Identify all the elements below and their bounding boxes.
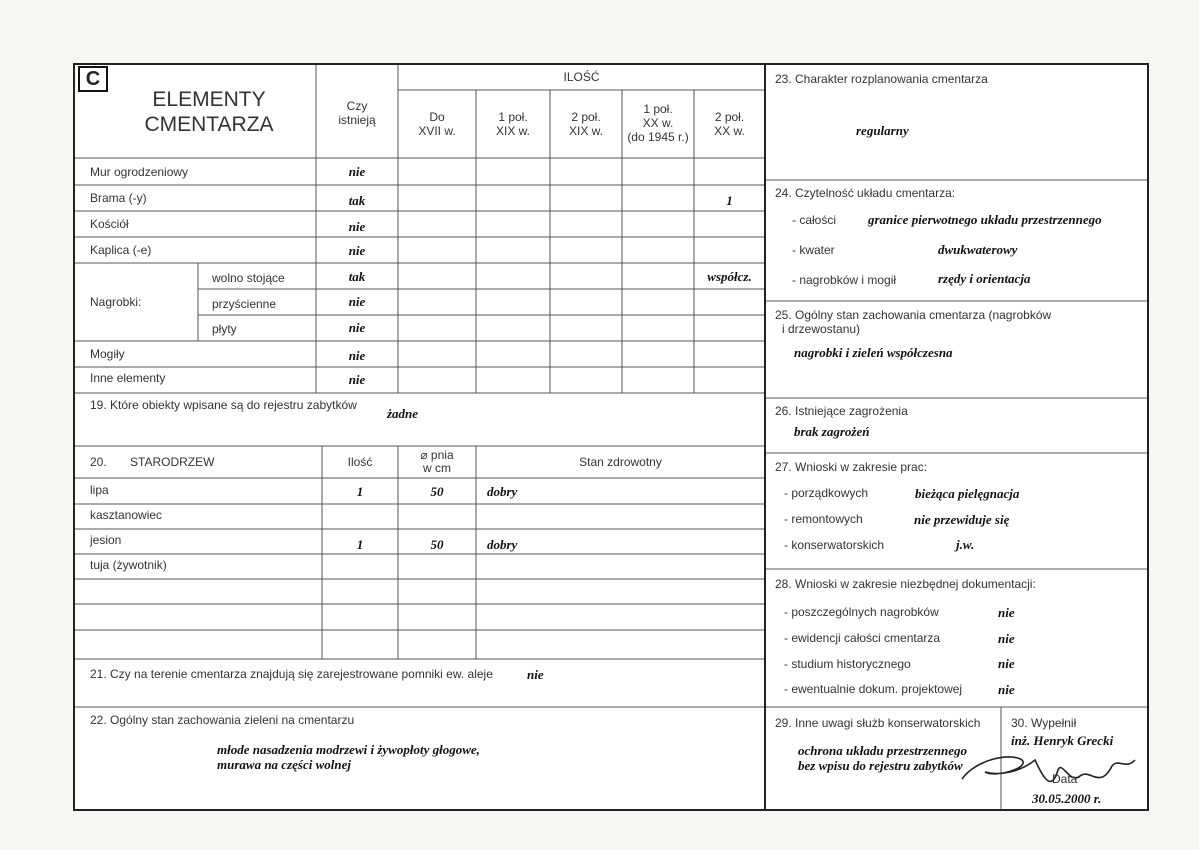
tree-row-name: jesion [90,533,122,547]
element-row-exists: nie [348,320,366,335]
period-header-2-line2: XIX w. [495,124,530,138]
q20-col-stan: Stan zdrowotny [579,455,662,469]
element-row-label: Brama (-y) [90,191,147,205]
q20-title: STARODRZEW [130,455,215,469]
element-row-label: wolno stojące [212,271,285,285]
q24-item-label: - nagrobków i mogił [792,273,897,287]
q25-label-line1: 25. Ogólny stan zachowania cmentarza (nagrobków [775,308,1052,322]
q25-label-line2: i drzewostanu) [782,322,861,336]
q21-label: 21. Czy na terenie cmentarza znajdują się zarejestrowane pomniki ew. aleje [90,667,493,681]
element-row-exists: nie [348,219,366,234]
q23-answer: regularny [856,123,909,138]
q28-item-label: - studium historycznego [784,657,911,671]
q30-date-label: Data [1052,772,1078,786]
period-header-4-line3: (do 1945 r.) [627,130,689,144]
element-row-exists: tak [348,193,366,208]
q28-item-label: - poszczególnych nagrobków [784,605,939,619]
element-row-exists: nie [348,243,366,258]
element-row-exists: nie [348,294,366,309]
q28-item-value: nie [998,656,1015,671]
q24-item-value: granice pierwotnego układu przestrzennego [868,212,1102,227]
period-header-1-line2: XVII w. [418,124,456,138]
element-row-exists: tak [348,269,366,284]
period-header-4-line1: 1 poł. [643,102,673,116]
section-letter-box: C [78,66,108,92]
q24-item-value: rzędy i orientacja [938,271,1031,286]
element-row-label: Mur ogrodzeniowy [90,165,189,179]
tree-row-name: tuja (żywotnik) [90,558,167,572]
q22-answer-line1: młode nasadzenia modrzewi i żywopłoty głogowe, [217,742,480,757]
q29-answer-line1: ochrona układu przestrzennego [798,743,968,758]
q24-item-value: dwukwaterowy [938,242,1018,257]
q20-col-pnia-line1: ⌀ pnia [420,448,454,462]
q22-label: 22. Ogólny stan zachowania zieleni na cmentarzu [90,713,355,727]
period-header-5-line2: XX w. [714,124,745,138]
q30-name: inż. Henryk Grecki [1011,733,1114,748]
tree-row-pnia: 50 [430,484,444,499]
q28-item-value: nie [998,682,1015,697]
element-row-count: współcz. [707,269,752,284]
tree-row-ilosc: 1 [356,537,364,552]
exists-header-line2: istnieją [338,113,376,127]
tree-row-name: lipa [90,483,109,497]
tree-row-name: kasztanowiec [90,508,163,522]
ilosc-header: ILOŚĆ [563,70,600,84]
element-row-label: przyścienne [212,297,277,311]
q19-answer: żadne [387,406,419,421]
element-row-exists: nie [348,348,366,363]
tree-row-ilosc: 1 [356,484,364,499]
q27-item-value: j.w. [956,537,975,552]
q23-label: 23. Charakter rozplanowania cmentarza [775,72,988,86]
q19-label: 19. Które obiekty wpisane są do rejestru zabytków [90,398,357,412]
q28-item-value: nie [998,605,1015,620]
element-row-label: Kaplica (-e) [90,243,152,257]
q30-label: 30. Wypełnił [1011,716,1077,730]
q28-item-label: - ewentualnie dokum. projektowej [784,682,963,696]
q27-item-value: bieżąca pielęgnacja [915,486,1020,501]
q24-item-label: - kwater [792,243,835,257]
element-row-label: Kościół [90,217,129,231]
elements-title-line1: ELEMENTY [152,88,266,111]
q27-label: 27. Wnioski w zakresie prac: [775,460,928,474]
period-header-3-line2: XIX w. [568,124,603,138]
exists-header-line1: Czy [346,99,368,113]
q20-col-pnia-line2: w cm [423,461,451,475]
q27-item-label: - remontowych [784,512,863,526]
element-row-label: Inne elementy [90,371,166,385]
element-row-exists: nie [348,372,366,387]
tree-row-pnia: 50 [430,537,444,552]
element-row-label: Mogiły [90,347,125,361]
q21-answer: nie [527,667,544,682]
period-header-1-line1: Do [429,110,445,124]
q24-label: 24. Czytelność układu cmentarza: [775,186,956,200]
tree-row-stan: dobry [487,484,518,499]
q27-item-label: - konserwatorskich [784,538,885,552]
q27-item-value: nie przewiduje się [914,512,1010,527]
tree-row-stan: dobry [487,537,518,552]
q28-item-label: - ewidencji całości cmentarza [784,631,941,645]
q30-date: 30.05.2000 r. [1032,791,1102,806]
nagrobki-label: Nagrobki: [90,295,142,309]
q29-answer-line2: bez wpisu do rejestru zabytków [798,758,963,773]
q28-item-value: nie [998,631,1015,646]
element-row-label: płyty [212,322,237,336]
q29-label: 29. Inne uwagi służb konserwatorskich [775,716,981,730]
elements-title-line2: CMENTARZA [144,113,274,136]
q25-answer: nagrobki i zieleń współczesna [794,345,953,360]
period-header-2-line1: 1 poł. [498,110,528,124]
element-row-exists: nie [348,164,366,179]
period-header-4-line2: XX w. [642,116,674,130]
q27-item-label: - porządkowych [784,486,869,500]
q26-label: 26. Istniejące zagrożenia [775,404,908,418]
q24-item-label: - całości [792,213,837,227]
q20-col-ilosc: Ilość [347,455,373,469]
q26-answer: brak zagrożeń [794,424,870,439]
q22-answer-line2: murawa na części wolnej [217,757,351,772]
period-header-5-line1: 2 poł. [714,110,745,124]
element-row-count: 1 [726,193,733,208]
q28-label: 28. Wnioski w zakresie niezbędnej dokumentacji: [775,577,1036,591]
period-header-3-line1: 2 poł. [571,110,601,124]
q20-number: 20. [90,455,107,469]
